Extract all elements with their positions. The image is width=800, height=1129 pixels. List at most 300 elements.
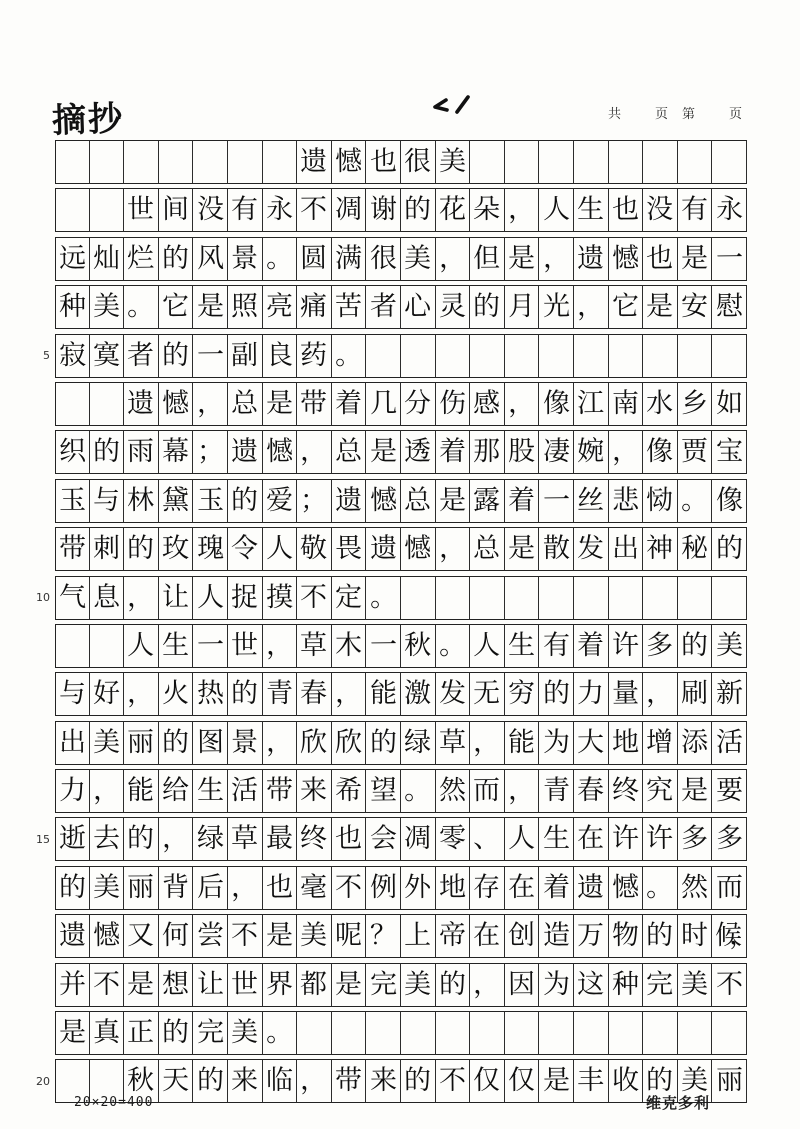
grid-cell bbox=[401, 866, 436, 910]
handwritten-character: 也 bbox=[369, 145, 397, 178]
handwritten-character: 美 bbox=[715, 629, 743, 662]
grid-cell bbox=[678, 527, 713, 571]
handwritten-character: 不 bbox=[300, 194, 328, 226]
handwritten-character: 丽 bbox=[127, 726, 155, 758]
grid-cell bbox=[228, 624, 263, 668]
handwritten-character: ， bbox=[92, 774, 121, 807]
handwritten-character: 憾 bbox=[404, 533, 432, 565]
handwritten-character: 令 bbox=[231, 533, 259, 565]
handwritten-character: 玫 bbox=[161, 533, 190, 565]
handwritten-character: 遗 bbox=[577, 242, 605, 274]
grid-cell bbox=[539, 672, 574, 716]
handwritten-character: 不 bbox=[438, 1065, 466, 1097]
handwritten-character: ， bbox=[473, 968, 501, 1000]
grid-cell bbox=[366, 382, 401, 426]
grid-cell bbox=[332, 430, 367, 474]
handwritten-character: 火 bbox=[161, 678, 190, 710]
grid-cell bbox=[643, 721, 678, 765]
handwritten-character: 呢 bbox=[334, 920, 363, 952]
grid-cell bbox=[193, 963, 228, 1007]
handwritten-character: 候， bbox=[714, 920, 744, 952]
handwritten-character: 没 bbox=[196, 194, 224, 226]
handwritten-character: 有 bbox=[231, 194, 259, 226]
handwritten-character: 的 bbox=[161, 242, 190, 274]
grid-cell bbox=[678, 430, 713, 474]
grid-cell bbox=[263, 527, 298, 571]
handwritten-character: 热 bbox=[196, 678, 224, 710]
handwritten-character: 凄 bbox=[542, 436, 570, 468]
handwritten-character: 草 bbox=[300, 629, 328, 662]
grid-cell bbox=[436, 866, 471, 910]
handwritten-character: 完 bbox=[369, 968, 397, 1000]
grid-cell bbox=[332, 914, 367, 958]
handwritten-character: 痛 bbox=[300, 291, 328, 323]
grid-cell bbox=[124, 817, 159, 861]
grid-cell bbox=[539, 527, 574, 571]
handwritten-character: 是 bbox=[369, 436, 397, 468]
grid-cell bbox=[332, 672, 367, 716]
grid-cell bbox=[159, 817, 194, 861]
grid-cell bbox=[297, 576, 332, 620]
handwritten-character: 时 bbox=[680, 920, 709, 952]
handwritten-character: 摸 bbox=[265, 581, 293, 613]
grid-cell bbox=[193, 624, 228, 668]
handwritten-character: 的 bbox=[127, 823, 155, 855]
grid-cell bbox=[470, 1059, 505, 1103]
handwritten-character: 露 bbox=[473, 484, 501, 516]
handwritten-character: 月 bbox=[507, 291, 536, 323]
handwritten-character: 外 bbox=[404, 871, 432, 903]
grid-cell bbox=[366, 430, 401, 474]
grid-cell bbox=[159, 334, 194, 378]
handwritten-character: 人 bbox=[507, 823, 536, 855]
grid-cell bbox=[55, 576, 90, 620]
handwritten-character: 临 bbox=[265, 1065, 293, 1097]
grid-cell bbox=[574, 188, 609, 232]
handwritten-character: 永 bbox=[265, 194, 293, 226]
handwritten-character: ， bbox=[507, 194, 536, 226]
grid-cell bbox=[297, 188, 332, 232]
handwritten-character: 它 bbox=[611, 291, 639, 323]
handwritten-character: 雨 bbox=[127, 436, 155, 468]
grid-cell bbox=[55, 866, 90, 910]
grid-cell bbox=[712, 576, 747, 620]
handwritten-character: 正 bbox=[127, 1016, 155, 1049]
grid-cell bbox=[297, 1011, 332, 1055]
handwritten-character: 透 bbox=[404, 436, 432, 468]
handwritten-character: 活 bbox=[231, 774, 259, 807]
grid-cell bbox=[712, 382, 747, 426]
grid-cell bbox=[90, 527, 125, 571]
handwritten-character: 绿 bbox=[196, 823, 224, 855]
handwritten-character: 的 bbox=[542, 678, 570, 710]
grid-cell bbox=[712, 237, 747, 281]
grid-cell bbox=[609, 866, 644, 910]
handwritten-character: 没 bbox=[646, 194, 674, 226]
handwritten-character: 遗 bbox=[334, 484, 363, 516]
grid-cell bbox=[401, 1059, 436, 1103]
grid-cell bbox=[332, 140, 367, 184]
handwritten-character: 敬 bbox=[300, 533, 328, 565]
handwritten-character: 水 bbox=[646, 387, 674, 420]
grid-cell bbox=[539, 237, 574, 281]
handwritten-character: 美 bbox=[92, 291, 121, 323]
handwritten-character: 的 bbox=[680, 629, 709, 662]
grid-cell bbox=[470, 769, 505, 813]
grid-cell bbox=[193, 817, 228, 861]
handwritten-character: 是 bbox=[196, 291, 224, 323]
grid-cell bbox=[609, 1011, 644, 1055]
grid-cell bbox=[228, 285, 263, 329]
handwritten-character: 发 bbox=[577, 533, 605, 565]
grid-cell bbox=[539, 382, 574, 426]
grid-cell bbox=[124, 527, 159, 571]
handwritten-character: 幕 bbox=[161, 436, 190, 468]
page-count-fields bbox=[608, 103, 788, 122]
handwritten-character: 许 bbox=[646, 823, 674, 855]
grid-cell bbox=[539, 1059, 574, 1103]
grid-cell bbox=[297, 527, 332, 571]
grid-cell bbox=[678, 769, 713, 813]
handwritten-character: 气 bbox=[58, 581, 86, 613]
grid-cell bbox=[436, 914, 471, 958]
pages-unit-label-2: 页 bbox=[729, 107, 743, 122]
handwritten-character: 给 bbox=[161, 774, 190, 807]
handwritten-character: 无 bbox=[473, 678, 501, 710]
handwritten-character: 多 bbox=[680, 823, 709, 855]
handwritten-character: 心 bbox=[404, 291, 432, 323]
text-row bbox=[55, 721, 777, 765]
handwritten-character: 何 bbox=[161, 920, 190, 952]
handwritten-character: 着 bbox=[334, 387, 363, 420]
text-row bbox=[55, 334, 777, 378]
handwritten-character: 美 bbox=[300, 920, 328, 952]
text-row bbox=[55, 237, 777, 281]
grid-cell bbox=[263, 1011, 298, 1055]
grid-cell bbox=[124, 624, 159, 668]
grid-cell bbox=[574, 334, 609, 378]
grid-cell bbox=[90, 817, 125, 861]
handwritten-character: ， bbox=[507, 774, 536, 807]
grid-cell bbox=[193, 576, 228, 620]
handwritten-character: 景 bbox=[231, 242, 259, 274]
grid-cell bbox=[297, 624, 332, 668]
grid-cell bbox=[193, 769, 228, 813]
grid-cell bbox=[366, 576, 401, 620]
grid-cell bbox=[470, 672, 505, 716]
handwritten-character: 。 bbox=[404, 774, 432, 807]
handwritten-character: 仅 bbox=[507, 1065, 536, 1097]
grid-cell bbox=[539, 914, 574, 958]
text-row bbox=[55, 430, 777, 474]
grid-cell bbox=[574, 817, 609, 861]
grid-cell bbox=[159, 237, 194, 281]
text-row bbox=[55, 527, 777, 571]
grid-cell bbox=[90, 624, 125, 668]
handwritten-character: 像 bbox=[646, 436, 674, 468]
handwritten-character: 总 bbox=[334, 436, 363, 468]
grid-cell bbox=[505, 1011, 540, 1055]
handwritten-character: 不 bbox=[231, 920, 259, 952]
handwritten-character: 图 bbox=[196, 726, 224, 758]
grid-cell bbox=[678, 188, 713, 232]
handwritten-character: 。 bbox=[334, 339, 363, 371]
handwritten-character: 绿 bbox=[404, 726, 432, 758]
grid-cell bbox=[193, 914, 228, 958]
handwritten-character: 然 bbox=[680, 871, 709, 903]
grid-cell bbox=[609, 527, 644, 571]
grid-cell bbox=[609, 479, 644, 523]
grid-cell bbox=[401, 576, 436, 620]
grid-cell bbox=[228, 721, 263, 765]
handwritten-character: 的 bbox=[404, 1065, 432, 1097]
grid-cell bbox=[159, 624, 194, 668]
text-row bbox=[55, 866, 777, 910]
grid-cell bbox=[505, 382, 540, 426]
grid-cell bbox=[678, 382, 713, 426]
handwritten-character: 望 bbox=[369, 774, 397, 807]
grid-cell bbox=[263, 672, 298, 716]
handwritten-character: 会 bbox=[369, 823, 397, 855]
grid-cell bbox=[366, 479, 401, 523]
text-row bbox=[55, 285, 777, 329]
handwritten-character: 的 bbox=[92, 436, 121, 468]
handwritten-character: 来 bbox=[369, 1065, 397, 1097]
grid-cell bbox=[159, 576, 194, 620]
handwritten-character: 多 bbox=[646, 629, 674, 662]
grid-cell bbox=[505, 866, 540, 910]
grid-cell bbox=[539, 140, 574, 184]
handwritten-character: 的 bbox=[646, 920, 674, 952]
handwritten-character: 憾 bbox=[161, 387, 190, 420]
handwritten-character: 林 bbox=[127, 484, 155, 516]
handwritten-character: 股 bbox=[507, 436, 536, 468]
grid-cell bbox=[505, 576, 540, 620]
handwritten-character: 憾 bbox=[265, 436, 293, 468]
total-label: 共 bbox=[608, 107, 622, 122]
handwritten-character: 的 bbox=[473, 291, 501, 323]
handwritten-character: 是 bbox=[58, 1016, 86, 1049]
grid-cell bbox=[470, 382, 505, 426]
grid-cell bbox=[609, 1059, 644, 1103]
handwritten-character: 爱 bbox=[265, 484, 293, 516]
handwritten-character: 者 bbox=[369, 291, 397, 323]
handwritten-character: 烂 bbox=[127, 242, 155, 274]
grid-cell bbox=[470, 140, 505, 184]
grid-cell bbox=[297, 430, 332, 474]
grid-cell bbox=[539, 479, 574, 523]
grid-cell bbox=[401, 817, 436, 861]
grid-cell bbox=[436, 672, 471, 716]
handwritten-character: 青 bbox=[265, 678, 293, 710]
grid-cell bbox=[643, 624, 678, 668]
grid-cell bbox=[159, 285, 194, 329]
text-row bbox=[55, 963, 777, 1007]
handwritten-character: 秘 bbox=[680, 533, 709, 565]
grid-cell bbox=[643, 672, 678, 716]
grid-cell bbox=[124, 430, 159, 474]
grid-cell bbox=[643, 188, 678, 232]
grid-cell bbox=[470, 527, 505, 571]
handwritten-character: 草 bbox=[231, 823, 259, 855]
text-row bbox=[55, 624, 777, 668]
grid-cell bbox=[228, 430, 263, 474]
grid-cell bbox=[193, 1011, 228, 1055]
grid-cell bbox=[401, 1011, 436, 1055]
grid-cell bbox=[332, 334, 367, 378]
grid-cell bbox=[712, 817, 747, 861]
grid-cell bbox=[574, 721, 609, 765]
grid-cell bbox=[297, 285, 332, 329]
grid-cell bbox=[505, 527, 540, 571]
handwritten-character: 是 bbox=[127, 968, 155, 1000]
grid-cell bbox=[436, 334, 471, 378]
text-row bbox=[55, 914, 777, 958]
grid-cell bbox=[366, 1059, 401, 1103]
grid-cell bbox=[159, 721, 194, 765]
grid-cell bbox=[366, 769, 401, 813]
grid-cell bbox=[193, 479, 228, 523]
grid-cell bbox=[332, 963, 367, 1007]
handwritten-character: 毫 bbox=[300, 871, 328, 903]
handwritten-character: 美 bbox=[404, 968, 432, 1000]
handwritten-character: 然 bbox=[438, 774, 466, 807]
handwritten-character: 一 bbox=[196, 629, 224, 662]
handwritten-character: 悲 bbox=[611, 484, 639, 516]
grid-cell bbox=[228, 769, 263, 813]
handwritten-character: 的 bbox=[231, 678, 259, 710]
handwritten-character: 那 bbox=[473, 436, 501, 468]
handwritten-character: 几 bbox=[369, 387, 397, 420]
handwritten-character: 而 bbox=[715, 871, 743, 903]
grid-cell bbox=[436, 430, 471, 474]
handwritten-character: 希 bbox=[334, 774, 363, 807]
handwritten-character: 丽 bbox=[715, 1065, 743, 1097]
grid-cell bbox=[643, 527, 678, 571]
grid-cell bbox=[90, 479, 125, 523]
handwritten-character: 药 bbox=[300, 339, 328, 371]
grid-cell bbox=[159, 188, 194, 232]
handwritten-character: 的 bbox=[127, 533, 155, 565]
handwritten-character: 照 bbox=[231, 291, 259, 323]
handwritten-character: 它 bbox=[161, 291, 190, 323]
grid-cell bbox=[712, 866, 747, 910]
handwritten-character: 地 bbox=[611, 726, 639, 758]
grid-cell bbox=[609, 285, 644, 329]
grid-cell bbox=[193, 721, 228, 765]
grid-cell bbox=[55, 334, 90, 378]
grid-cell bbox=[55, 769, 90, 813]
grid-cell bbox=[539, 576, 574, 620]
handwritten-character: ， bbox=[438, 242, 466, 274]
handwritten-character: 在 bbox=[577, 823, 605, 855]
grid-cell bbox=[678, 721, 713, 765]
handwritten-character: 憾 bbox=[334, 145, 363, 178]
grid-cell bbox=[643, 479, 678, 523]
handwritten-character: 地 bbox=[438, 871, 466, 903]
handwritten-character: 捉 bbox=[231, 581, 259, 613]
handwritten-character: 是 bbox=[680, 774, 709, 807]
grid-cell bbox=[643, 963, 678, 1007]
handwritten-character: 美 bbox=[92, 871, 121, 903]
grid-cell bbox=[609, 188, 644, 232]
handwritten-character: 生 bbox=[161, 629, 190, 662]
handwritten-character: 美 bbox=[680, 1065, 709, 1097]
handwritten-character: ， bbox=[300, 1065, 328, 1097]
handwritten-character: 遗 bbox=[58, 920, 86, 952]
handwritten-character: 终 bbox=[300, 823, 328, 855]
grid-cell bbox=[401, 188, 436, 232]
handwritten-character: 万 bbox=[577, 920, 605, 952]
handwritten-character: 总 bbox=[231, 387, 259, 420]
grid-cell bbox=[643, 430, 678, 474]
handwritten-character: ， bbox=[577, 291, 605, 323]
grid-cell bbox=[505, 140, 540, 184]
grid-cell bbox=[643, 576, 678, 620]
handwritten-character: 也 bbox=[265, 871, 293, 903]
grid-cell bbox=[159, 866, 194, 910]
handwritten-character: 伤 bbox=[438, 387, 466, 420]
grid-cell bbox=[505, 721, 540, 765]
text-row bbox=[55, 576, 777, 620]
handwritten-character: 草 bbox=[438, 726, 466, 758]
grid-cell bbox=[366, 963, 401, 1007]
grid-cell bbox=[193, 866, 228, 910]
text-row bbox=[55, 479, 777, 523]
grid-cell bbox=[574, 430, 609, 474]
grid-cell bbox=[228, 382, 263, 426]
grid-cell bbox=[228, 140, 263, 184]
handwritten-character: 的 bbox=[438, 968, 466, 1000]
grid-cell bbox=[539, 721, 574, 765]
grid-cell bbox=[574, 285, 609, 329]
handwritten-character: 刷 bbox=[680, 678, 709, 710]
handwritten-character: 。 bbox=[369, 581, 397, 613]
grid-spec-label: 20×20=400 bbox=[74, 1095, 154, 1110]
grid-cell bbox=[55, 817, 90, 861]
handwritten-character: 尝 bbox=[196, 920, 224, 952]
handwritten-character: 收 bbox=[611, 1065, 639, 1097]
handwritten-character: 美 bbox=[438, 145, 466, 178]
handwritten-character: 朵 bbox=[473, 194, 501, 226]
handwritten-character: ， bbox=[196, 387, 224, 420]
grid-cell bbox=[539, 817, 574, 861]
handwritten-character: 让 bbox=[196, 968, 224, 1000]
handwritten-character: 与 bbox=[58, 678, 86, 710]
handwritten-character: 南 bbox=[611, 387, 639, 420]
handwritten-character: 新 bbox=[715, 678, 743, 710]
grid-cell bbox=[436, 963, 471, 1007]
grid-cell bbox=[159, 527, 194, 571]
grid-cell bbox=[505, 1059, 540, 1103]
grid-cell bbox=[263, 817, 298, 861]
handwritten-character: 量 bbox=[611, 678, 639, 710]
handwritten-character: 景 bbox=[231, 726, 259, 758]
row-number: 5 bbox=[43, 348, 50, 362]
grid-cell bbox=[124, 1011, 159, 1055]
handwritten-character: 能 bbox=[507, 726, 536, 758]
grid-cell bbox=[297, 479, 332, 523]
grid-cell bbox=[609, 430, 644, 474]
handwritten-character: 的 bbox=[404, 194, 432, 226]
grid-cell bbox=[297, 769, 332, 813]
handwritten-character: 丽 bbox=[127, 871, 155, 903]
grid-cell bbox=[228, 479, 263, 523]
handwritten-character: 不 bbox=[92, 968, 121, 1000]
handwritten-character: 织 bbox=[58, 436, 86, 468]
handwritten-character: 世 bbox=[231, 968, 259, 1000]
grid-cell bbox=[263, 1059, 298, 1103]
